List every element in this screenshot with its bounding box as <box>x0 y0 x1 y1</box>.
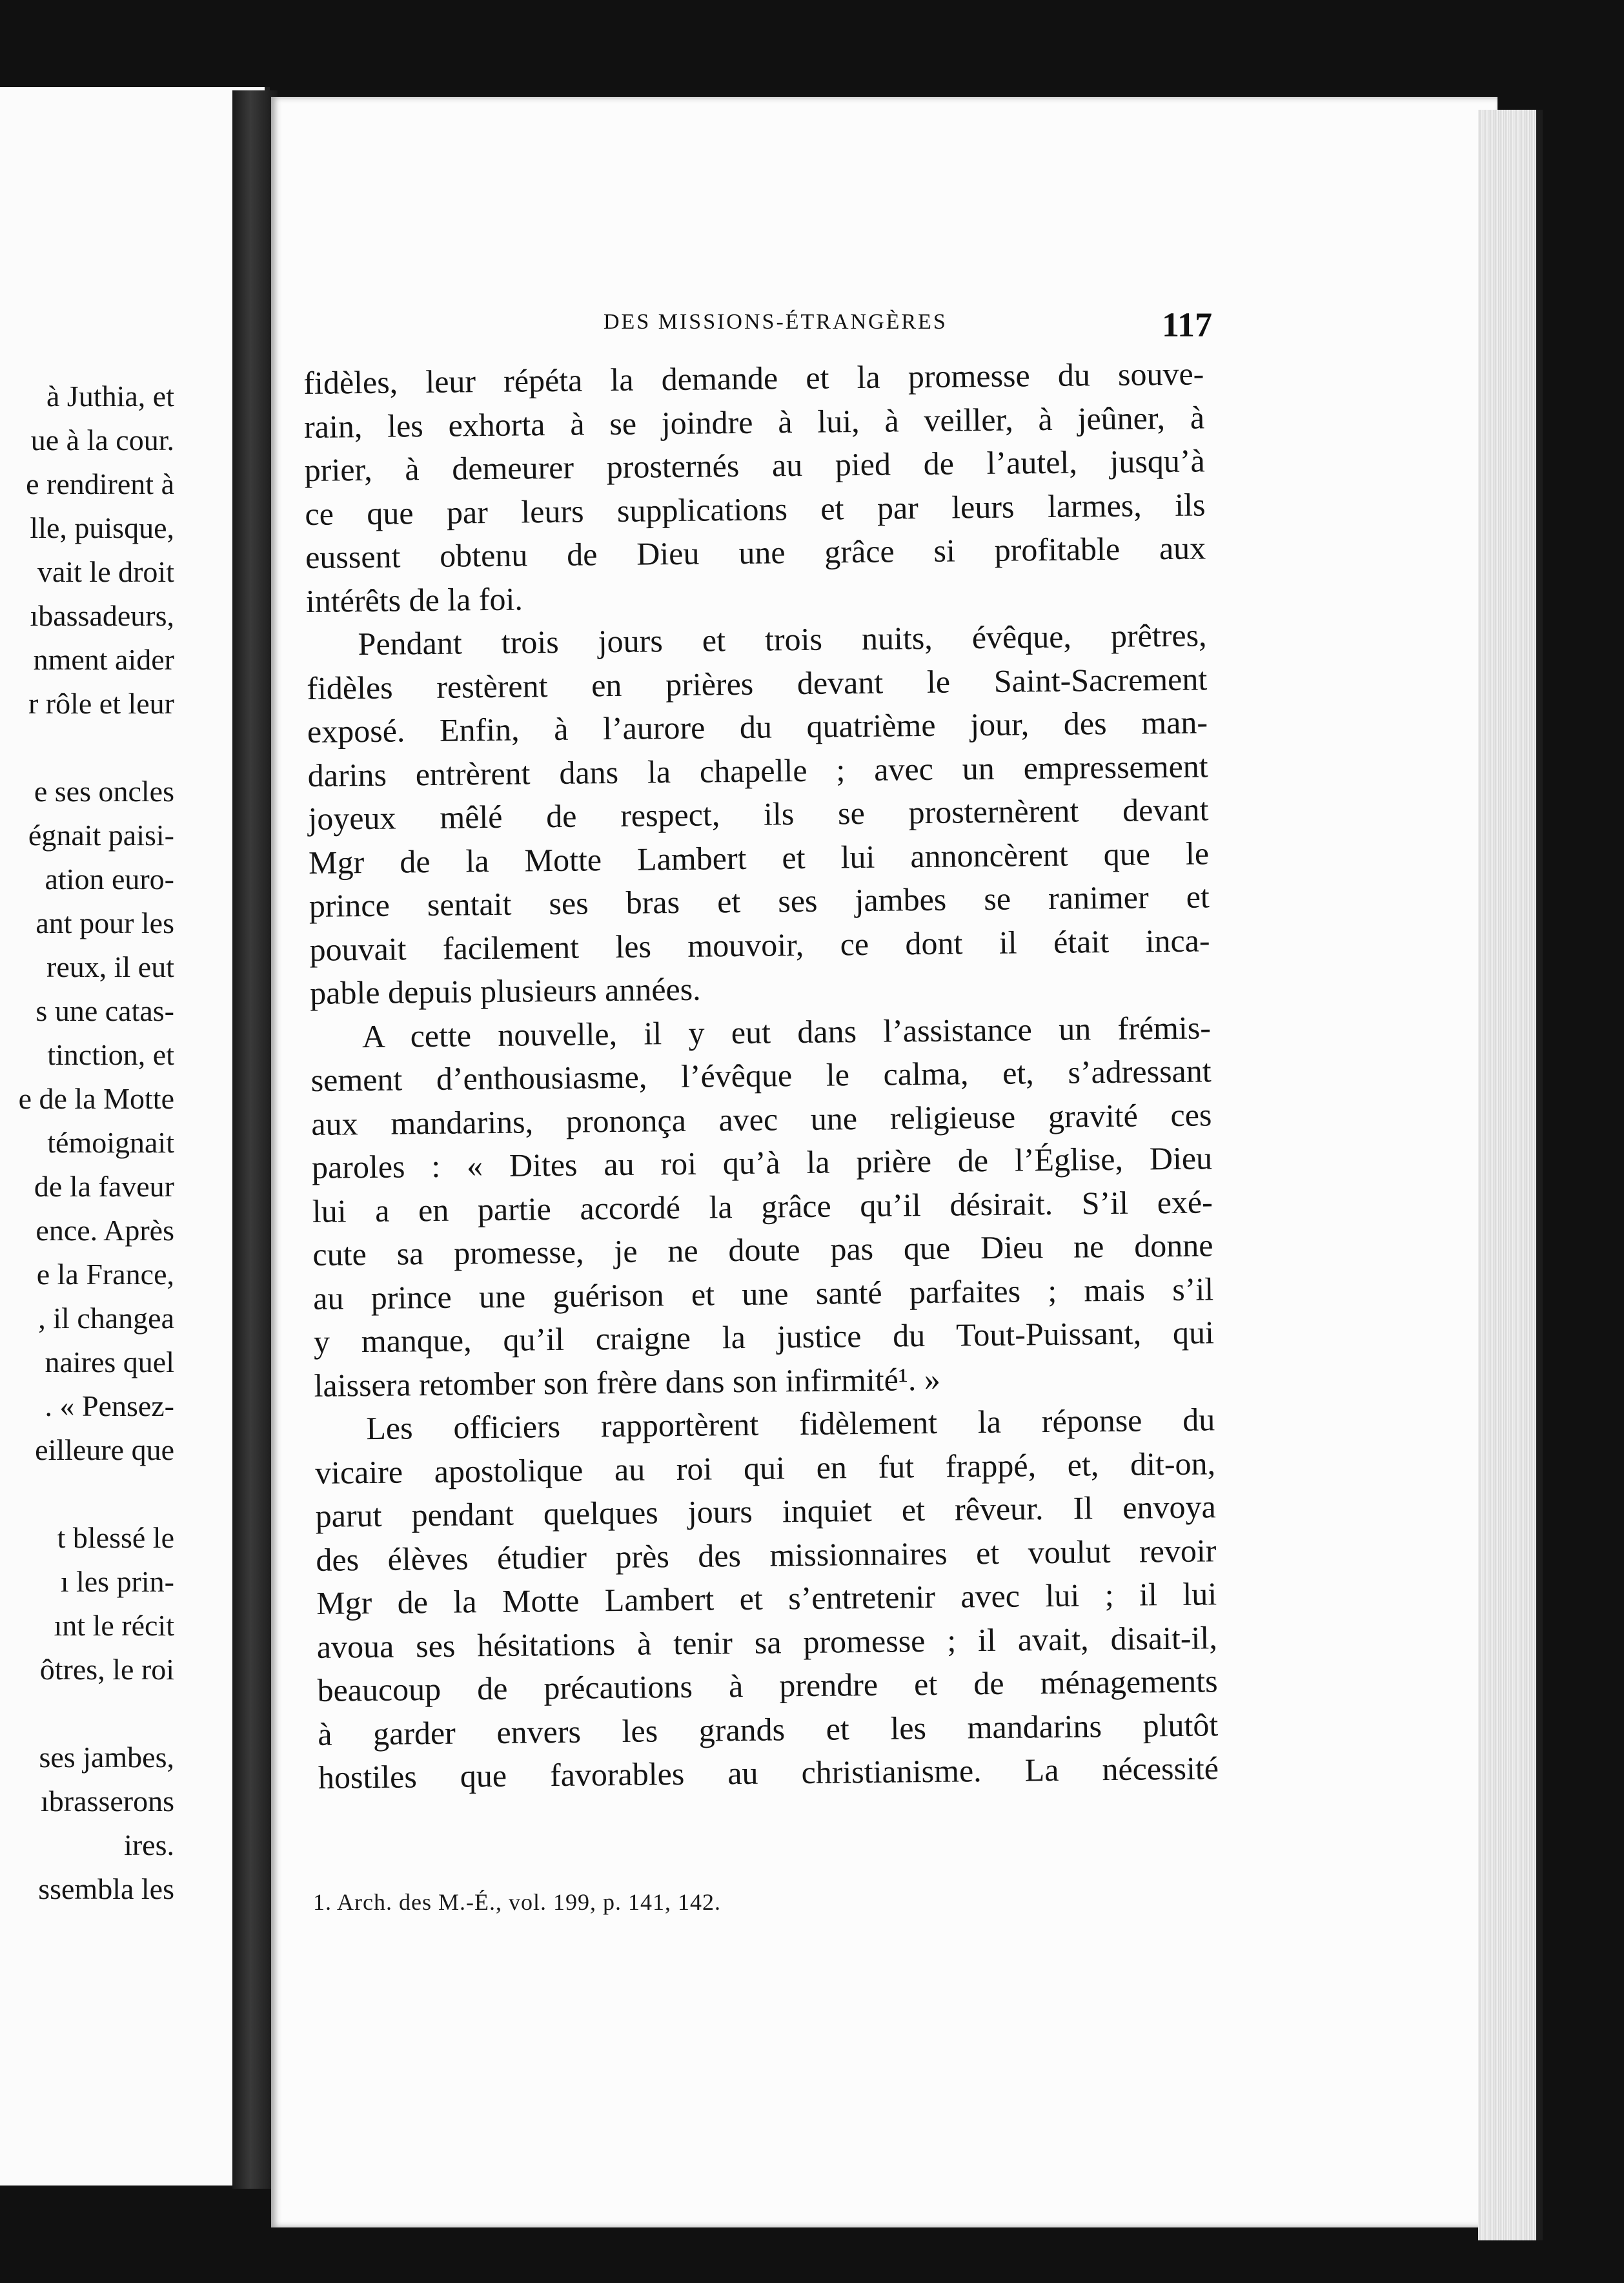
left-page-line: r rôle et leur <box>28 687 174 720</box>
left-page-line: à Juthia, et <box>46 380 174 413</box>
left-page-text <box>19 374 174 1911</box>
body-line: sement d’enthousiasme, l’évêque le calma, et, s’adressant <box>310 1052 1212 1098</box>
body-line: beaucoup de précautions à prendre et de ménagements <box>317 1663 1218 1708</box>
body-line: darins entrèrent dans la chapelle ; avec un empressement <box>307 747 1208 793</box>
left-page-line: égnait paisi- <box>28 819 174 852</box>
body-line: fidèles, leur répéta la demande et la promesse du souve- <box>303 355 1204 401</box>
body-line: cute sa promesse, je ne doute pas que Dieu ne donne <box>312 1227 1213 1273</box>
body-line: pable depuis plusieurs années. <box>309 970 701 1011</box>
body-line: paroles : « Dites au roi qu’à la prière de l’Église, Dieu <box>311 1140 1213 1185</box>
body-line: Les officiers rapportèrent fidèlement la réponse du <box>366 1401 1215 1447</box>
left-page-line: ınt le récit <box>54 1609 174 1642</box>
left-page-line: ıbassadeurs, <box>30 599 174 632</box>
left-page-line: témoignait <box>47 1126 174 1159</box>
body-line: Mgr de la Motte Lambert et s’entretenir avec lui ; il lui <box>316 1575 1217 1621</box>
left-page-line: . « Pensez- <box>45 1389 174 1422</box>
body-line: laissera retomber son frère dans son infirmité¹. » <box>314 1360 941 1404</box>
body-line: Mgr de la Motte Lambert et lui annoncèrent que le <box>308 834 1210 881</box>
body-line: pouvait facilement les mouvoir, ce dont il était inca- <box>309 921 1210 968</box>
body-line: Pendant trois jours et trois nuits, évêque, prêtres, <box>358 617 1207 662</box>
left-page-line: eilleure que <box>35 1433 174 1466</box>
body-line: fidèles restèrent en prières devant le Saint-Sacrement <box>307 660 1208 706</box>
left-page-line: ssembla les <box>38 1872 174 1905</box>
running-head: DES MISSIONS-ÉTRANGÈRES <box>604 310 948 334</box>
body-line: A cette nouvelle, il y eut dans l’assistance un frémis- <box>361 1008 1212 1054</box>
left-page-line: vait le droit <box>37 555 174 588</box>
left-page-line: ation euro- <box>45 863 174 896</box>
left-page-line: e la France, <box>36 1258 174 1291</box>
left-page-line <box>19 1472 174 1516</box>
body-line: au prince une guérison et une santé parfaites ; mais s’il <box>312 1270 1214 1316</box>
left-page-line: e de la Motte <box>18 1082 174 1115</box>
body-line: des élèves étudier près des missionnaires et voulut revoir <box>316 1531 1217 1578</box>
body-line: lui a en partie accordé la grâce qu’il désirait. S’il exé- <box>312 1183 1213 1229</box>
left-page-line: t blessé le <box>57 1521 174 1554</box>
body-line: vicaire apostolique au roi qui en fut frappé, et, dit-on, <box>314 1444 1216 1491</box>
left-page-line: ant pour les <box>36 906 174 939</box>
body-text <box>303 352 1219 1799</box>
body-line: aux mandarins, prononça avec une religieuse gravité ces <box>311 1096 1212 1142</box>
body-line: intérêts de la foi. <box>305 580 523 619</box>
body-line: à garder envers les grands et les mandarins plutôt <box>317 1706 1219 1752</box>
body-line: hostiles que favorables au christianisme. La nécessité <box>318 1750 1219 1796</box>
left-page-line: de la faveur <box>34 1170 174 1203</box>
body-line: eussent obtenu de Dieu une grâce si profitable aux <box>305 529 1206 575</box>
left-page-line: e rendirent à <box>26 467 174 500</box>
left-page-line: naires quel <box>45 1346 174 1378</box>
left-page-line: e ses oncles <box>34 775 174 808</box>
left-page-line: ôtres, le roi <box>39 1653 174 1686</box>
left-page-line: lle, puisque, <box>30 511 174 544</box>
left-page-line: tinction, et <box>47 1038 174 1071</box>
body-line: prince sentait ses bras et ses jambes se ranimer et <box>309 878 1210 924</box>
body-line: avoua ses hésitations à tenir sa promesse ; il avait, disait-il, <box>316 1619 1218 1665</box>
body-line: y manque, qu’il craigne la justice du Tout-Puissant, qui <box>313 1314 1215 1360</box>
left-page-line: ses jambes, <box>39 1741 174 1774</box>
page-number: 117 <box>1162 305 1213 344</box>
body-line: joyeux mêlé de respect, ils se prosternèrent devant <box>308 791 1209 837</box>
body-line: ce que par leurs supplications et par leurs larmes, ils <box>305 486 1206 532</box>
left-page-line <box>19 1692 174 1735</box>
body-line: prier, à demeurer prosternés au pied de l’autel, jusqu’à <box>304 442 1205 488</box>
left-page-line: ence. Après <box>36 1214 174 1247</box>
footnote: 1. Arch. des M.-É., vol. 199, p. 141, 142. <box>313 1889 721 1915</box>
left-page-line: ires. <box>124 1828 174 1861</box>
left-page-line: ı les prin- <box>60 1565 174 1598</box>
body-line: rain, les exhorta à se joindre à lui, à veiller, à jeûner, à <box>303 398 1205 445</box>
left-page-line: ıbrasserons <box>41 1785 174 1817</box>
left-page-line: reux, il eut <box>46 950 174 983</box>
left-page-line: , il changea <box>38 1302 174 1335</box>
body-line: exposé. Enfin, à l’aurore du quatrième jour, des man- <box>307 704 1208 750</box>
body-line: parut pendant quelques jours inquiet et rêveur. Il envoya <box>315 1488 1216 1534</box>
left-facing-page <box>0 87 270 2186</box>
left-page-line: s une catas- <box>36 994 174 1027</box>
page-edges <box>1478 110 1543 2240</box>
left-page-line: ue à la cour. <box>30 424 174 456</box>
left-page-line <box>19 726 174 770</box>
left-page-line: nment aider <box>33 643 174 676</box>
